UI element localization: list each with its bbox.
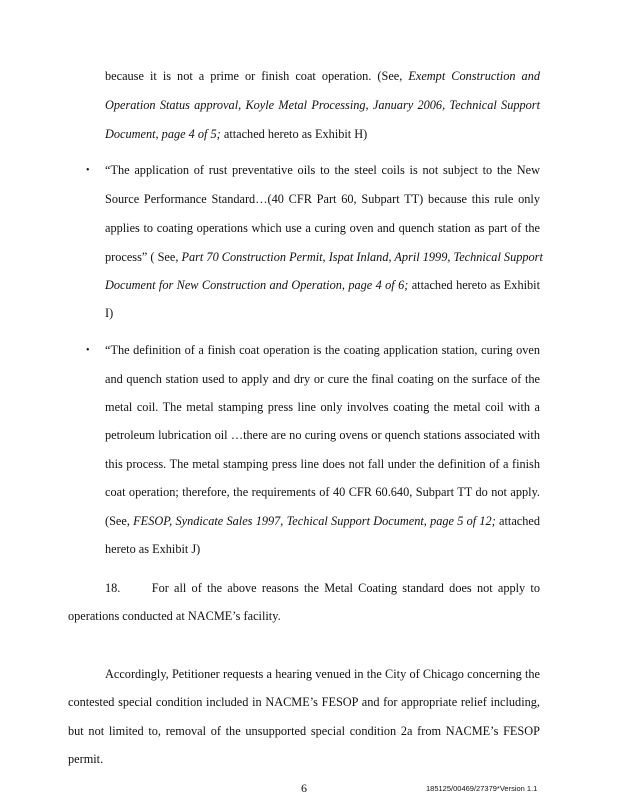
bullet1-line-6: I)	[105, 306, 114, 320]
para18-line-2: operations conducted at NACME’s facility.	[68, 609, 281, 623]
bullet1-line-3: applies to coating operations which use a curing oven and quench station as part of the	[105, 221, 540, 235]
closing-line-1: Accordingly, Petitioner requests a hearing venued in the City of Chicago concerning the	[105, 667, 540, 681]
bullet1-line-1: “The application of rust preventative oils to the steel coils is not subject to the New	[105, 163, 540, 177]
text-run: because it is not a prime or finish coat operation. (See,	[105, 69, 409, 83]
text-run: process” ( See,	[105, 250, 182, 264]
bullet1-line-4	[105, 249, 543, 265]
document-id: 185125/00469/27379*Version 1.1	[426, 784, 538, 793]
continuation-line-3	[105, 126, 367, 142]
para18-line-1: 18. For all of the above reasons the Metal Coating standard does not apply to	[105, 581, 540, 595]
citation-italic: FESOP, Syndicate Sales 1997, Techical Support Document, page 5 of 12;	[133, 514, 496, 528]
bullet-point-2: •	[86, 345, 90, 356]
bullet-point-1: •	[86, 165, 90, 176]
bullet2-line-2: and quench station used to apply and dry or cure the final coating on the surface of the	[105, 372, 540, 386]
bullet1-line-2: Source Performance Standard…(40 CFR Part 60, Subpart TT) because this rule only	[105, 192, 540, 206]
text-run: attached hereto as Exhibit	[408, 278, 541, 292]
text-run: attached	[495, 514, 541, 528]
citation-italic: Document for New Construction and Operation, page 4 of 6;	[105, 278, 409, 292]
citation-italic: Exempt Construction and	[408, 69, 540, 83]
citation-italic: Document, page 4 of 5;	[105, 127, 221, 141]
text-run: (See,	[105, 514, 134, 528]
closing-line-2: contested special condition included in NACME’s FESOP and for appropriate relief including,	[68, 695, 540, 709]
bullet2-line-7	[105, 513, 540, 529]
citation-italic: Operation Status approval, Koyle Metal Processing, January 2006, Technical Support	[105, 98, 540, 112]
closing-line-4: permit.	[68, 752, 104, 766]
bullet2-line-6: coat operation; therefore, the requirements of 40 CFR 60.640, Subpart TT do not apply.	[105, 485, 540, 499]
bullet1-line-5	[105, 277, 540, 293]
continuation-line-1	[105, 68, 540, 84]
continuation-line-2	[105, 97, 540, 113]
closing-line-3: but not limited to, removal of the unsupported special condition 2a from NACME’s FESOP	[68, 724, 540, 738]
bullet2-line-3: metal coil. The metal stamping press line only involves coating the metal coil with a	[105, 400, 540, 414]
bullet2-line-5: this process. The metal stamping press line does not fall under the definition of a finish	[105, 457, 540, 471]
text-run: attached hereto as Exhibit H)	[220, 127, 368, 141]
bullet2-line-1: “The definition of a finish coat operation is the coating application station, curing oven	[105, 343, 540, 357]
citation-italic: Part 70 Construction Permit, Ispat Inland, April 1999, Technical Support	[181, 250, 543, 264]
page-number: 6	[301, 781, 307, 795]
bullet2-line-8: hereto as Exhibit J)	[105, 542, 201, 556]
bullet2-line-4: petroleum lubrication oil …there are no curing ovens or quench stations associated with	[105, 428, 540, 442]
